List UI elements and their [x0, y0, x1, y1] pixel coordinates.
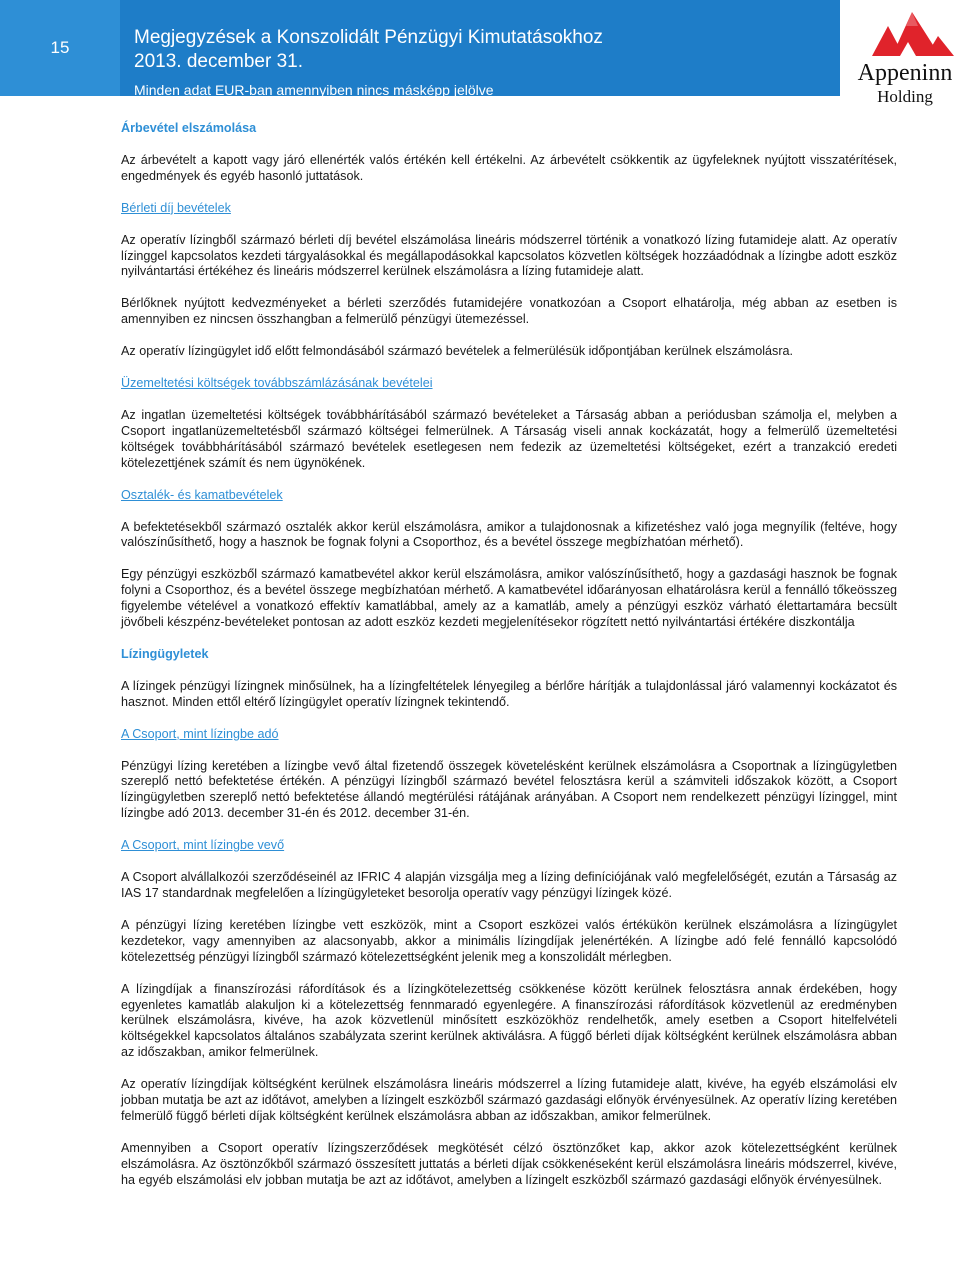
currency-note: Minden adat EUR-ban amennyiben nincs másképp jelölve	[134, 82, 494, 98]
paragraph: A Csoport alvállalkozói szerződéseinél az IFRIC 4 alapján vizsgálja meg a lízing definíciójának való megfelelőségét, ezután a Társaság az IAS 17 standardnak megfelelően a lízingügyleteket besorolja operatív vagy pénzügyi lízingek közé.	[121, 870, 897, 900]
paragraph: Pénzügyi lízing keretében a lízingbe vevő által fizetendő összegek követelésként kerülnek elszámolásra a Csoportnak a lízingügyletben szereplő nettó befektetése értékén. A pénzügyi lízingből származó bevétel felosztásra kerül a számviteli időszakok között, a Csoport lízingügyletben szereplő nettó befektetése állandó megtérülési rátájának arányában. A Csoport nem rendelkezett pénzügyi lízinggel, mint lízingbe adó 2013. december 31-én és 2012. december 31-én.	[121, 758, 897, 821]
paragraph: A pénzügyi lízing keretében lízingbe vett eszközök, mint a Csoport eszközei valós értékükön kerülnek elszámolásra a lízingügylet kezdetekor, vagy amennyiben az alacsonyabb, akkor a minimális lízingdíjak jelenértékén. A lízingbe adó felé fennálló kapcsolódó kötelezettség pénzügyi lízingből származó kötelezettségként jelenik meg a konszolidált mérlegben.	[121, 917, 897, 964]
paragraph: Amennyiben a Csoport operatív lízingszerződések megkötését célzó ösztönzőket kap, akkor azok kötelezettségként kerülnek elszámolásra. Az ösztönzőkből származó összesített juttatás a bérleti díjak csökkenéseként kerül elszámolásra lineáris módszerrel, kivéve, ha egyéb elszámolási elv jobban mutatja be azt az időtávot, amelyben a lízingelt eszközből származó gazdasági előnyök érvényesülnek.	[121, 1140, 897, 1187]
heading-berleti-dij: Bérleti díj bevételek	[121, 200, 231, 215]
paragraph: Az operatív lízingügylet idő előtt felmondásából származó bevételek a felmerülésük időpontjában kerülnek elszámolásra.	[121, 344, 794, 359]
document-date: 2013. december 31.	[134, 51, 304, 72]
logo-subtitle: Holding	[877, 87, 933, 106]
paragraph: Egy pénzügyi eszközből származó kamatbevétel akkor kerül elszámolásra, amikor valószínűsíthető, hogy a gazdasági hasznok be fognak folyni a Csoporthoz, és a bevétel összege megbízhatóan mérhető. A kamatbevétel időarányosan elhatárolásra kerül a fennálló tőkeösszeg figyelembe vételével a vonatkozó effektív kamatlábbal, amely az a kamatláb, amely a pénzügyi eszköz várható élettartamára becsült jövőbeli készpénz-bevételeket pontosan az adott eszköz kezdeti megjelenítésekor rögzített nettó nyilvántartási értékére diszkontálja	[121, 567, 897, 630]
heading-lizingbe-ado: A Csoport, mint lízingbe adó	[121, 726, 279, 741]
logo-name: Appeninn	[857, 60, 953, 86]
document-body	[121, 121, 897, 1205]
page-header	[0, 0, 960, 96]
heading-lizingugyletek: Lízingügyletek	[121, 646, 209, 661]
paragraph: Az ingatlan üzemeltetési költségek továbbhárításából származó bevételeket a Társaság abban a periódusban számolja el, melyben a Csoport ingatlanüzemeltetésből származó költségei felmerülnek. A Társaság viseli annak kockázatát, hogy a felmerülő üzemeltetési költségek továbbhárításából származó bevételek esetlegesen nem fedezik az üzemeltetési költségeket, ezért a tranzakció eredeti kötelezettjének számít és nem ügynökének.	[121, 407, 897, 470]
document-title: Megjegyzések a Konszolidált Pénzügyi Kimutatásokhoz	[134, 27, 603, 48]
heading-lizingbe-vevo: A Csoport, mint lízingbe vevő	[121, 838, 285, 853]
paragraph: Bérlőknek nyújtott kedvezményeket a bérleti szerződés futamidejére vonatkozóan a Csoport elhatárolja, még abban az esetben is amennyiben ez nincsen összhangban a felmerülő pénzügyi ütemezéssel.	[121, 296, 897, 327]
paragraph: A lízingdíjak a finanszírozási ráfordítások és a lízingkötelezettség csökkenése között kerülnek felosztásra annak érdekében, hogy egyenletes kamatláb alakuljon ki a kötelezettség fennmaradó egyenlegére. A finanszírozási ráfordítások közvetlenül az eredményben kerülnek elszámolásra, kivéve, ha azok közvetlenül minősített eszközökhöz rendelhetők, amely esetben a Csoport hitelfelvételi költségekkel kapcsolatos általános szabályzata szerint kerülnek aktiválásra. A függő bérleti díjak költségként kerülnek elszámolásra abban az időszakban, amikor felmerülnek.	[121, 981, 897, 1060]
paragraph: A lízingek pénzügyi lízingnek minősülnek, ha a lízingfeltételek lényegileg a bérlőre hárítják a tulajdonlással járó valamennyi kockázatot és hasznot. Minden ettől eltérő lízingügylet operatív lízingnek tekintendő.	[121, 678, 897, 709]
paragraph: Az operatív lízingből származó bérleti díj bevétel elszámolása lineáris módszerrel történik a vonatkozó lízing futamideje alatt. Az operatív lízinggel kapcsolatos kezdeti tárgyalásokkal és megállapodásokkal kapcsolatos közvetlen költségek hozzáadódnak a lízingbe adott eszköz nyilvántartási értékéhez és lineáris módszerrel kerülnek elszámolásra a lízing futamideje alatt.	[121, 232, 897, 279]
heading-arbevetel: Árbevétel elszámolása	[121, 121, 257, 135]
heading-osztalek: Osztalék- és kamatbevételek	[121, 487, 283, 502]
heading-uzemeltetesi: Üzemeltetési költségek továbbszámlázásának bevételei	[121, 376, 433, 391]
page-number: 15	[0, 0, 120, 96]
paragraph: Az árbevételt a kapott vagy járó ellenérték valós értékén kell értékelni. Az árbevételt csökkentik az ügyfeleknek nyújtott visszatérítések, engedmények és egyéb hasonló juttatások.	[121, 152, 897, 183]
paragraph: Az operatív lízingdíjak költségként kerülnek elszámolásra lineáris módszerrel a lízing futamideje alatt, kivéve, ha egyéb elszámolási elv jobban mutatja be azt az időtávot, amelyben a lízingelt eszközből származó gazdasági előnyök érvényesülnek. Az operatív lízing keretében felmerülő függő bérleti díjak költségként kerülnek elszámolásra abban az időszakban, amikor felmerülnek.	[121, 1077, 897, 1123]
paragraph: A befektetésekből származó osztalék akkor kerül elszámolásra, amikor a tulajdonosnak a kifizetéshez való joga megnyílik (feltéve, hogy valószínűsíthető, hogy a hasznok be fognak folyni a Csoporthoz, és a bevétel összege megbízhatóan mérhető).	[121, 519, 897, 550]
